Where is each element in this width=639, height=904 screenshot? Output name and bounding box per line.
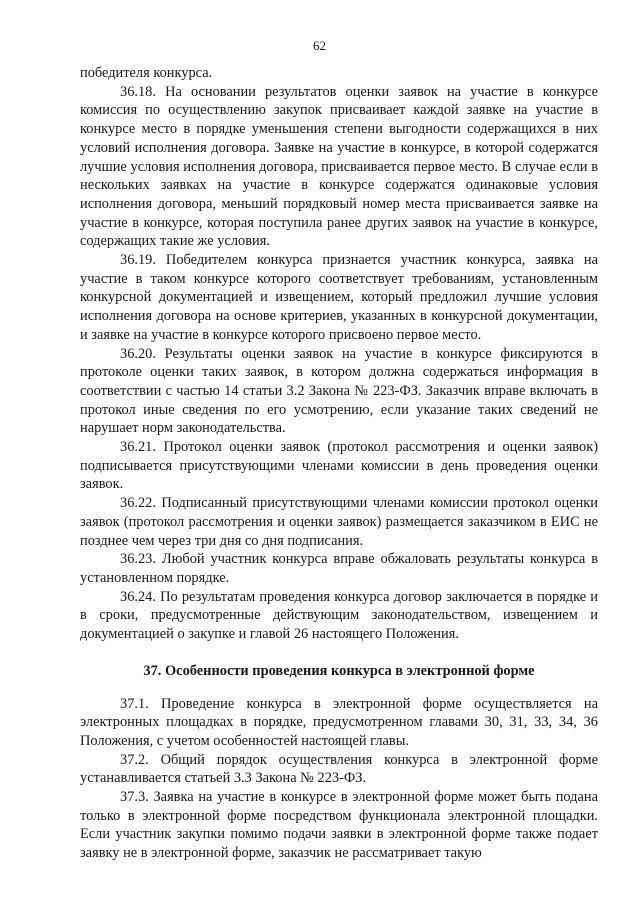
paragraph-continuation: победителя конкурса. xyxy=(80,65,213,81)
paragraph-36-22: 36.22. Подписанный присутствующими членами комиссии протокол оценки заявок (протокол рассмотрения и оценки заявок) размещается заказчиком в ЕИС не позднее чем через три дня со дня подписания. xyxy=(80,495,598,549)
paragraph-37-3: 37.3. Заявка на участие в конкурсе в электронной форме может быть подана только в электронной форме посредством функционала электронной площадки. Если участник закупки помимо подачи заявки в электронной форме также подает заявку не в электронной форме, заказчик не рассматривает такую xyxy=(80,789,598,862)
paragraph-36-20: 36.20. Результаты оценки заявок на участие в конкурсе фиксируются в протоколе оценки таких заявок, в котором должна содержаться информация в соответствии с частью 14 статьи 3.2 Закона № 223-ФЗ. Заказчик вправе включать в протокол иные сведения по его усмотрению, если указание таких сведений не нарушает норм законодательства. xyxy=(80,345,598,437)
section-heading-37: 37. Особенности проведения конкурса в электронной форме xyxy=(143,662,535,679)
paragraph-36-19: 36.19. Победителем конкурса признается участник конкурса, заявка на участие в таком конкурсе которого соответствует требованиям, установленным конкурсной документацией и извещением, который предложил лучшие условия исполнения договора на основе критериев, указанных в конкурсной документации, и заявке на участие в конкурсе которого присвоено первое место. xyxy=(80,252,598,343)
paragraph-37-1: 37.1. Проведение конкурса в электронной форме осуществляется на электронных площадках в порядке, предусмотренном главами 30, 31, 33, 34, 36 Положения, с учетом особенностей настоящей главы. xyxy=(80,695,598,749)
page-number: 62 xyxy=(313,38,326,53)
paragraph-36-21: 36.21. Протокол оценки заявок (протокол рассмотрения и оценки заявок) подписывается присутствующими членами комиссии в день проведения оценки заявок. xyxy=(80,439,598,493)
document-body xyxy=(80,64,598,863)
paragraph-36-18: 36.18. На основании результатов оценки заявок на участие в конкурсе комиссия по осуществлению закупок присваивает каждой заявке на участие в конкурсе место в порядке уменьшения степени выгодности содержащихся в них условий исполнения договора. Заявке на участие в конкурсе, в которой содержатся лучшие условия исполнения договора, присваивается первое место. В случае если в нескольких заявках на участие в конкурсе содержатся одинаковые условия исполнения договора, меньший порядковый номер места присваивается заявке на участие в конкурсе, которая поступила ранее других заявок на участие в конкурсе, содержащих такие же условия. xyxy=(80,83,598,250)
paragraph-37-2: 37.2. Общий порядок осуществления конкурса в электронной форме устанавливается статьей 3.3 Закона № 223-ФЗ. xyxy=(80,751,598,787)
paragraph-36-24: 36.24. По результатам проведения конкурса договор заключается в порядке и в сроки, предусмотренные действующим законодательством, извещением и документацией о закупке и главой 26 настоящего Положения. xyxy=(80,588,598,643)
paragraph-36-23: 36.23. Любой участник конкурса вправе обжаловать результаты конкурса в установленном порядке. xyxy=(80,551,598,586)
